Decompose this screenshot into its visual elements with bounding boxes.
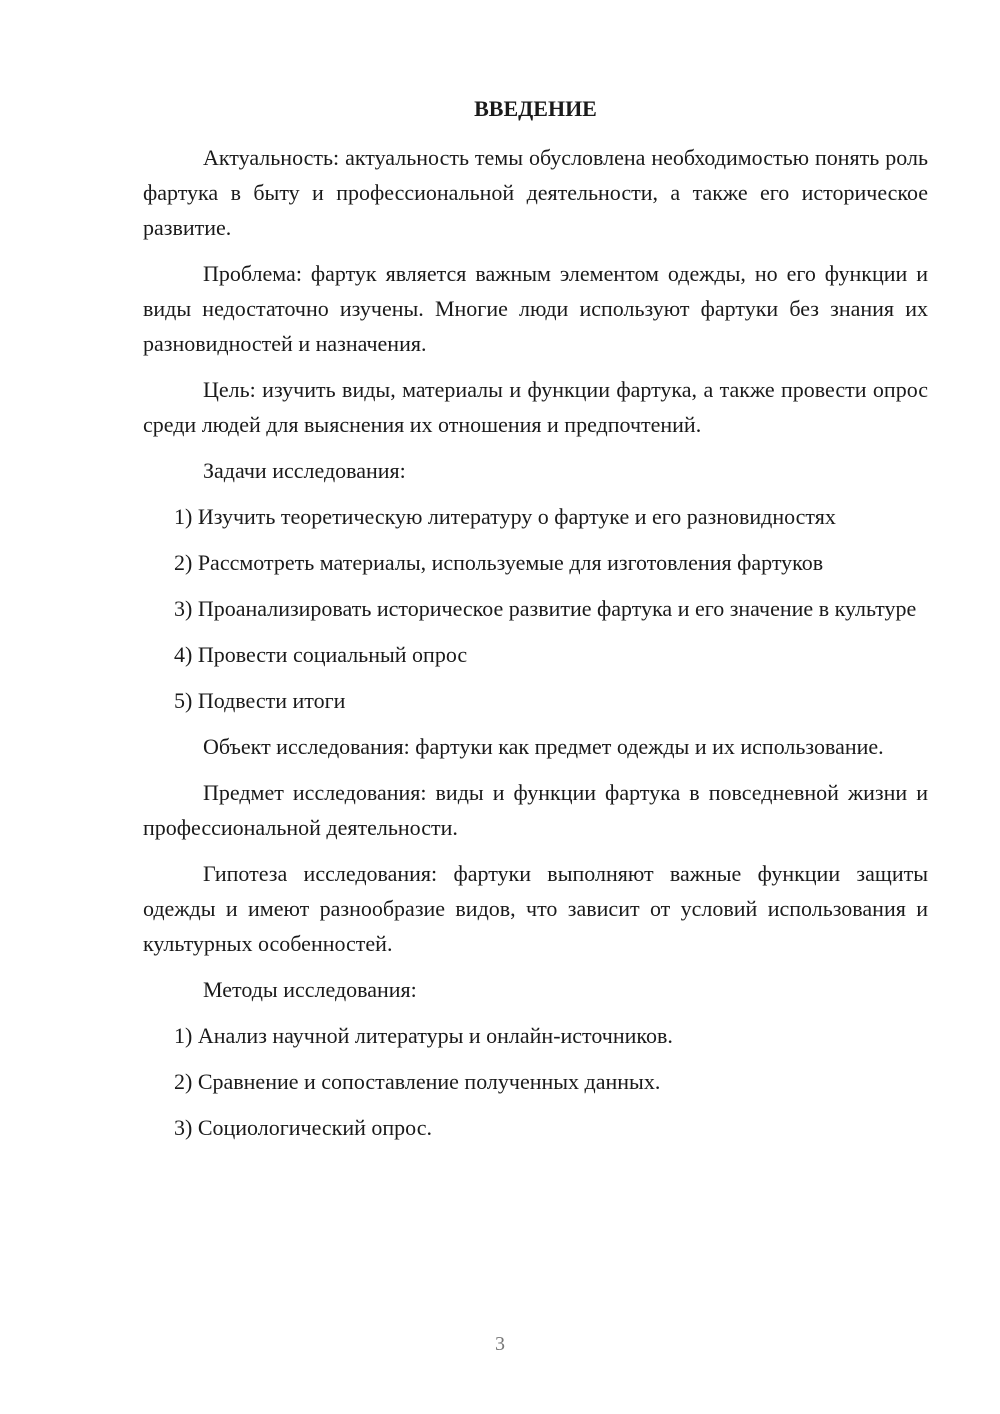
- task-item: 5) Подвести итоги: [174, 688, 346, 713]
- task-item: 3) Проанализировать историческое развитие фартука и его значение в культуре: [174, 596, 917, 621]
- section-heading: ВВЕДЕНИЕ: [474, 96, 597, 121]
- method-item: 1) Анализ научной литературы и онлайн-источников.: [174, 1023, 673, 1048]
- tasks-title: Задачи исследования:: [203, 458, 406, 483]
- methods-title: Методы исследования:: [203, 977, 417, 1002]
- subject-paragraph: Предмет исследования: виды и функции фартука в повседневной жизни и профессиональной деятельности.: [143, 780, 928, 840]
- problem-paragraph: Проблема: фартук является важным элементом одежды, но его функции и виды недостаточно изучены. Многие люди используют фартуки без знания их разновидностей и назначения.: [143, 261, 928, 356]
- task-item: 4) Провести социальный опрос: [174, 642, 468, 667]
- task-item: 2) Рассмотреть материалы, используемые для изготовления фартуков: [174, 550, 824, 575]
- method-item: 2) Сравнение и сопоставление полученных данных.: [174, 1069, 661, 1094]
- goal-paragraph: Цель: изучить виды, материалы и функции фартука, а также провести опрос среди людей для выяснения их отношения и предпочтений.: [143, 377, 928, 437]
- page-number: 3: [495, 1333, 505, 1355]
- document-page: [143, 94, 928, 1156]
- object-paragraph: Объект исследования: фартуки как предмет одежды и их использование.: [203, 734, 884, 759]
- relevance-paragraph: Актуальность: актуальность темы обусловлена необходимостью понять роль фартука в быту и профессиональной деятельности, а также его историческое развитие.: [143, 145, 928, 240]
- method-item: 3) Социологический опрос.: [174, 1115, 432, 1140]
- hypothesis-paragraph: Гипотеза исследования: фартуки выполняют важные функции защиты одежды и имеют разнообразие видов, что зависит от условий использования и культурных особенностей.: [143, 861, 928, 956]
- task-item: 1) Изучить теоретическую литературу о фартуке и его разновидностях: [174, 504, 836, 529]
